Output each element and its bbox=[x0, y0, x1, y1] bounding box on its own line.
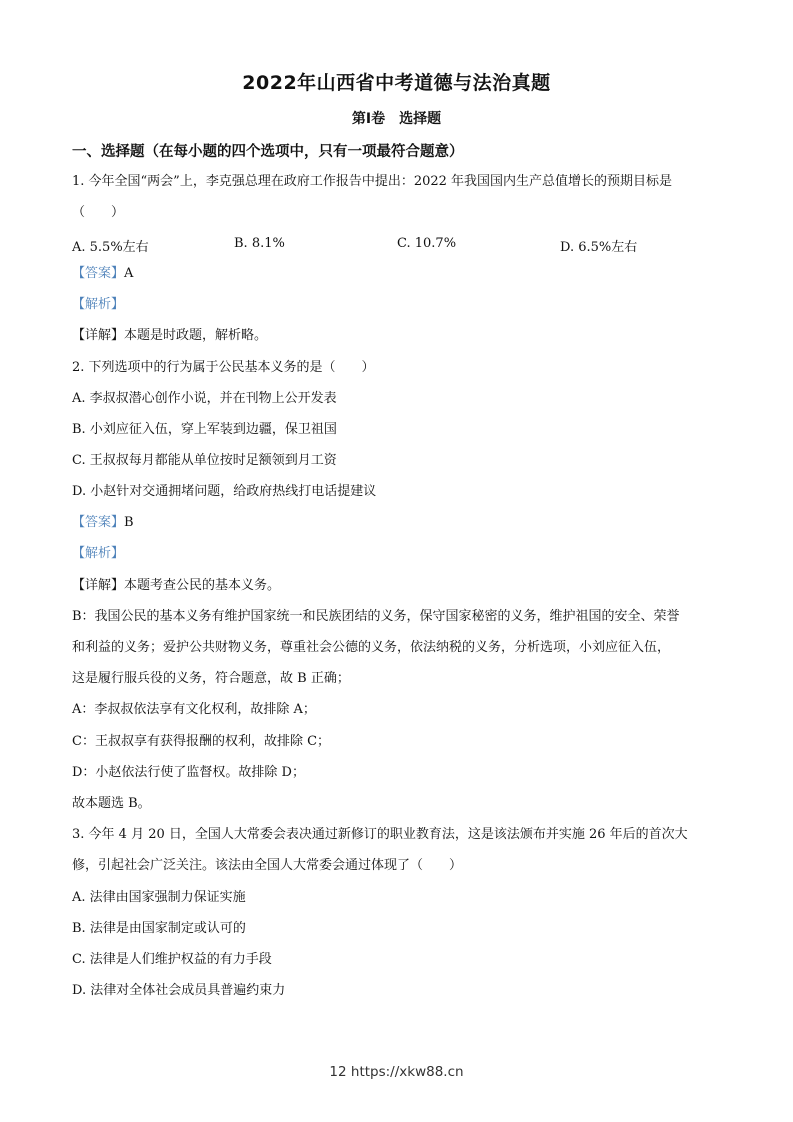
question-3-option-d: D. 法律对全体社会成员具普遍约束力 bbox=[72, 983, 286, 998]
footer-url[interactable]: https://xkw88.cn bbox=[350, 1064, 464, 1080]
question-2-option-c: C. 王叔叔每月都能从单位按时足额领到月工资 bbox=[72, 453, 337, 468]
answer-value: A bbox=[124, 266, 134, 281]
question-1-option-a: A. 5.5%左右 bbox=[72, 240, 149, 255]
question-2-detail-line-6: C：王叔叔享有获得报酬的权利，故排除 C； bbox=[72, 734, 331, 749]
question-2-detail-line-1: 【详解】本题考查公民的基本义务。 bbox=[72, 578, 281, 593]
question-2-detail-line-8: 故本题选 B。 bbox=[72, 796, 151, 811]
question-1-stem-line-2: （ ） bbox=[72, 205, 125, 220]
document-title: 2022年山西省中考道德与法治真题 bbox=[242, 72, 551, 94]
question-1-answer bbox=[72, 266, 133, 282]
question-1-option-d: D. 6.5%左右 bbox=[560, 240, 638, 255]
question-2-detail-line-5: A：李叔叔依法享有文化权利，故排除 A； bbox=[72, 702, 316, 717]
question-2-detail-line-7: D：小赵依法行使了监督权。故排除 D； bbox=[72, 765, 305, 780]
document-subtitle: 第Ⅰ卷 选择题 bbox=[351, 111, 442, 127]
question-2-answer bbox=[72, 515, 134, 531]
question-2-option-b: B. 小刘应征入伍，穿上军装到边疆，保卫祖国 bbox=[72, 422, 337, 437]
question-3-option-c: C. 法律是人们维护权益的有力手段 bbox=[72, 952, 272, 967]
question-3-stem-line-2: 修，引起社会广泛关注。该法由全国人大常委会通过体现了（ ） bbox=[72, 858, 463, 873]
question-2-option-a: A. 李叔叔潜心创作小说，并在刊物上公开发表 bbox=[72, 391, 337, 406]
question-2-option-d: D. 小赵针对交通拥堵问题，给政府热线打电话提建议 bbox=[72, 484, 377, 499]
answer-label: 【答案】 bbox=[72, 515, 125, 530]
question-3-stem-line-1: 3. 今年 4 月 20 日，全国人大常委会表决通过新修订的职业教育法，这是该法颁布并实施 26 年后的首次大 bbox=[72, 827, 688, 842]
question-1-stem-line-1: 1. 今年全国“两会”上，李克强总理在政府工作报告中提出：2022 年我国国内生产总值增长的预期目标是 bbox=[72, 174, 673, 189]
section-heading: 一、选择题（在每小题的四个选项中，只有一项最符合题意） bbox=[72, 144, 464, 160]
question-1-analysis-label: 【解析】 bbox=[72, 297, 125, 312]
question-1-option-b: B. 8.1% bbox=[234, 236, 285, 251]
question-2-detail-line-4: 这是履行服兵役的义务，符合题意，故 B 正确； bbox=[72, 671, 350, 686]
answer-value: B bbox=[124, 515, 134, 530]
question-2-detail-line-2: B：我国公民的基本义务有维护国家统一和民族团结的义务，保守国家秘密的义务，维护祖国的安全、荣誉 bbox=[72, 609, 680, 624]
question-1-option-c: C. 10.7% bbox=[397, 236, 457, 251]
question-2-stem-line-1: 2. 下列选项中的行为属于公民基本义务的是（ ） bbox=[72, 360, 375, 375]
question-2-analysis-label: 【解析】 bbox=[72, 546, 125, 561]
answer-label: 【答案】 bbox=[72, 266, 125, 281]
page-footer bbox=[0, 1064, 793, 1080]
question-3-option-b: B. 法律是由国家制定或认可的 bbox=[72, 921, 246, 936]
question-2-detail-line-3: 和利益的义务；爱护公共财物义务，尊重社会公德的义务，依法纳税的义务，分析选项，小刘应征入伍， bbox=[72, 640, 671, 655]
page-number: 12 bbox=[329, 1064, 347, 1080]
question-3-option-a: A. 法律由国家强制力保证实施 bbox=[72, 890, 246, 905]
question-1-detail-line-1: 【详解】本题是时政题，解析略。 bbox=[72, 328, 268, 343]
